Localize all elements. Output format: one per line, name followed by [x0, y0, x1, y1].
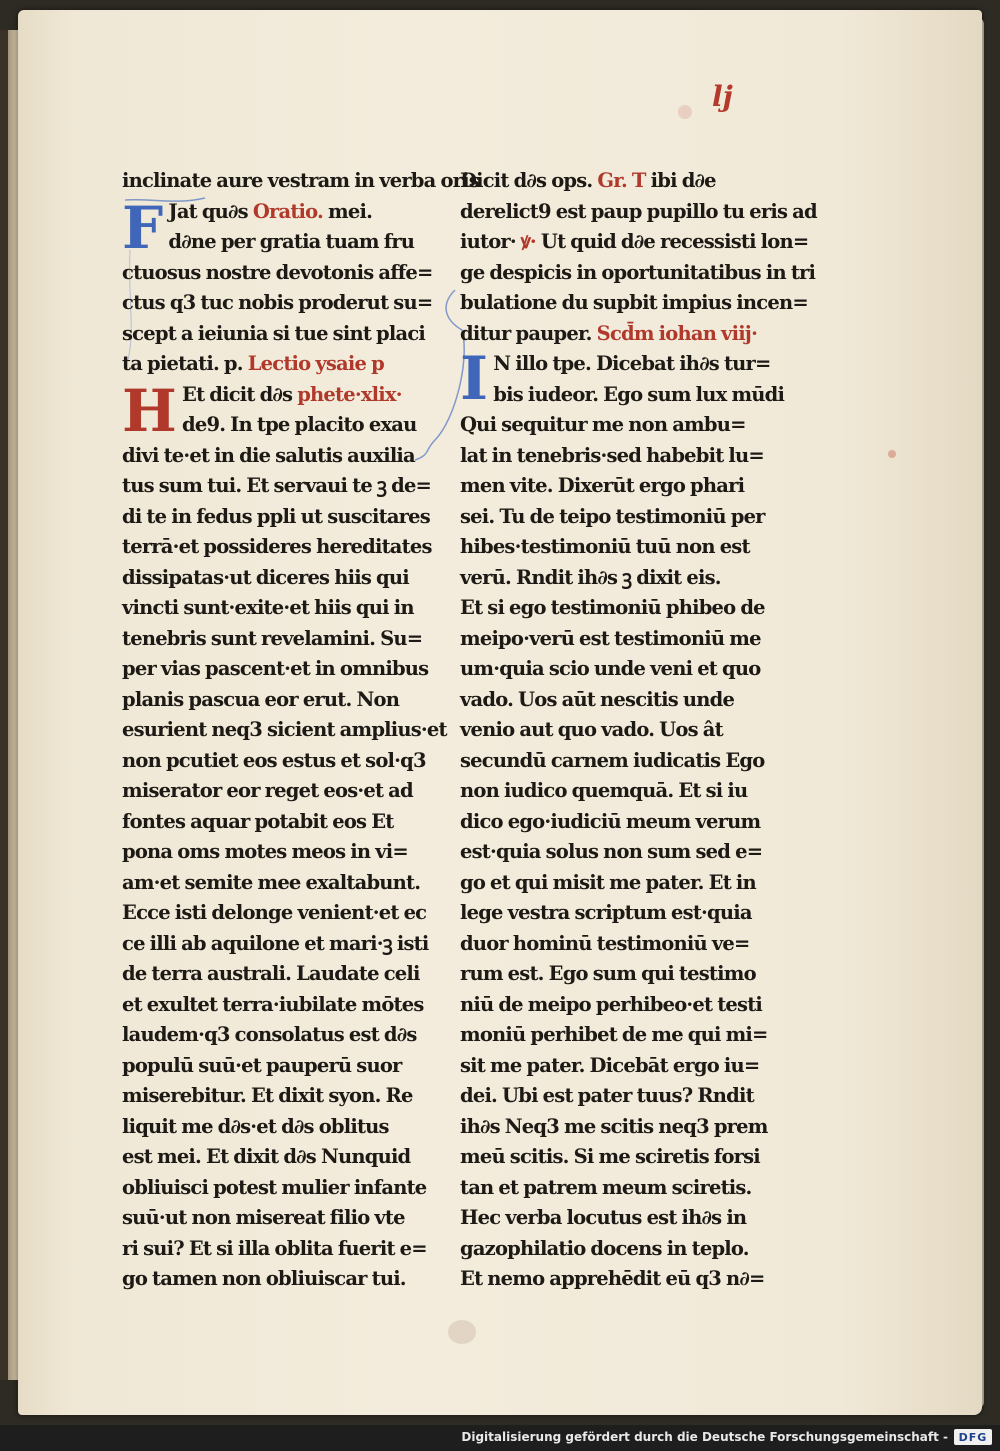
- right-text-column: [460, 166, 817, 1295]
- line-text: meū scitis. Si me sciretis forsi: [460, 1145, 760, 1168]
- line-text: non iudico quemquā. Et si iu: [460, 779, 748, 802]
- line-text: fontes aquar potabit eos Et: [122, 809, 394, 833]
- line-text: planis pascua eor erut. Non: [122, 687, 400, 711]
- line-text: um·quia scio unde veni et quo: [460, 657, 761, 680]
- text-line: [460, 959, 762, 990]
- line-text: obliuisci potest mulier infante: [122, 1175, 427, 1199]
- text-line: [122, 1020, 434, 1051]
- rubric-text: Lectio ysaie p: [247, 352, 384, 375]
- left-text-column: [122, 166, 479, 1295]
- text-line: [122, 898, 434, 929]
- line-text: moniū perhibet de me qui mi=: [460, 1023, 768, 1046]
- line-text: ditur pauper.: [460, 321, 592, 345]
- text-line: [122, 776, 434, 807]
- text-line: [460, 502, 765, 533]
- line-text: ih∂s Neq3 me scitis neq3 prem: [460, 1114, 768, 1138]
- text-line: [460, 868, 762, 899]
- line-text: divi te·et in die salutis auxilia: [122, 443, 415, 467]
- text-line: [122, 563, 434, 594]
- line-text: populū suū·et pauperū suor: [122, 1053, 402, 1077]
- line-text: derelict9 est paup pupillo tu eris ad: [460, 199, 817, 223]
- line-text: Dicit d∂s ops.: [460, 169, 593, 192]
- text-line: [460, 624, 762, 655]
- line-text: sit me pater. Dicebāt ergo iu=: [460, 1053, 760, 1077]
- text-line: [460, 654, 762, 685]
- line-text: verū. Rndit ih∂s ꝫ dixit eis.: [460, 565, 721, 589]
- text-line: [460, 380, 785, 411]
- text-line: [460, 898, 762, 929]
- line-text: Hec verba locutus est ih∂s in: [460, 1206, 747, 1229]
- line-text: terrā·et possideres hereditates: [122, 535, 432, 558]
- line-text: esurient neq3 sicient amplius·et: [122, 718, 447, 741]
- line-text: secundū carnem iudicatis Ego: [460, 748, 765, 772]
- text-line: [460, 1051, 762, 1082]
- text-line: [122, 1173, 434, 1204]
- line-text: hibes·testimoniū tuū non est: [460, 535, 750, 558]
- line-text: tenebris sunt revelamini. Su=: [122, 626, 423, 650]
- text-line: [460, 1234, 762, 1265]
- text-line: [460, 166, 762, 197]
- line-text: dei. Ubi est pater tuus? Rndit: [460, 1084, 754, 1107]
- line-text-continued: ibi d∂e: [650, 169, 716, 192]
- line-text: am·et semite mee exaltabunt.: [122, 870, 421, 894]
- line-text: tus sum tui. Et servaui te ꝫ de=: [122, 474, 432, 497]
- rubric-text: phete·xlix·: [297, 382, 402, 406]
- line-text: lat in tenebris·sed habebit lu=: [460, 443, 764, 467]
- line-text: vado. Uos aūt nescitis unde: [460, 687, 735, 711]
- text-line: [460, 929, 762, 960]
- line-text: inclinate aure vestram in verba oris: [122, 169, 479, 192]
- line-text: miserebitur. Et dixit syon. Re: [122, 1084, 413, 1107]
- text-line: [460, 685, 762, 716]
- line-text: N illo tpe. Dicebat ih∂s tur=: [493, 352, 771, 375]
- line-text: go et qui misit me pater. Et in: [460, 870, 756, 894]
- text-line: [122, 227, 434, 258]
- text-line: [122, 1081, 434, 1112]
- decorated-initial: F: [122, 193, 163, 262]
- line-text: niū de meipo perhibeo·et testi: [460, 992, 763, 1016]
- line-text: laudem·q3 consolatus est d∂s: [122, 1023, 417, 1046]
- line-text: di te in fedus ppli ut suscitares: [122, 504, 430, 528]
- decorated-initial: I: [460, 344, 488, 414]
- text-line: [122, 532, 434, 563]
- line-text: sei. Tu de teipo testimoniū per: [460, 504, 765, 528]
- rubric-text: ꝟ·: [520, 230, 536, 253]
- text-line: [460, 715, 762, 746]
- line-text: de9. In tpe placito exau: [182, 413, 417, 436]
- line-text: Jat qu∂s: [168, 199, 248, 223]
- text-line: [460, 1142, 762, 1173]
- line-text: gazophilatio docens in teplo.: [460, 1236, 749, 1260]
- rubric-text: Scd̄m iohan viij·: [596, 321, 758, 345]
- line-text: bis iudeor. Ego sum lux mūdi: [493, 382, 785, 406]
- text-line: [122, 746, 434, 777]
- line-text-continued: Ut quid d∂e recessisti lon=: [540, 230, 809, 253]
- line-text: venio aut quo vado. Uos ât: [460, 718, 723, 741]
- rubric-text: Oratio.: [252, 199, 324, 223]
- line-text: scept a ieiunia si tue sint placi: [122, 321, 425, 345]
- line-text: vincti sunt·exite·et hiis qui in: [122, 596, 414, 619]
- text-line: [460, 593, 765, 624]
- text-line: [122, 258, 434, 289]
- text-line: [122, 868, 434, 899]
- line-text: et exultet terra·iubilate mōtes: [122, 992, 424, 1016]
- text-line: [122, 502, 434, 533]
- text-line: [460, 319, 762, 350]
- text-line: [122, 593, 434, 624]
- text-line: [122, 654, 434, 685]
- text-line: [460, 471, 762, 502]
- text-line: [460, 1020, 768, 1051]
- text-line: [122, 319, 434, 350]
- text-line: [460, 441, 762, 472]
- text-line: [122, 1142, 434, 1173]
- line-text: ce illi ab aquilone et mari·ꝫ isti: [122, 931, 429, 955]
- line-text: de terra australi. Laudate celi: [122, 962, 420, 985]
- line-text: pona oms motes meos in vi=: [122, 840, 408, 863]
- text-line: [460, 227, 809, 258]
- text-line: [122, 990, 434, 1021]
- text-line: [460, 410, 762, 441]
- text-line: [460, 1112, 768, 1143]
- line-text: Ecce isti delonge venient·et ec: [122, 901, 427, 924]
- line-text: Et dicit d∂s: [182, 382, 293, 406]
- line-text: non pcutiet eos estus et sol·q3: [122, 748, 426, 772]
- line-text: lege vestra scriptum est·quia: [460, 901, 752, 924]
- line-text: ctus q3 tuc nobis proderut su=: [122, 291, 433, 314]
- text-line: [122, 441, 434, 472]
- text-line: [460, 288, 808, 319]
- folio-number: lj: [712, 80, 733, 113]
- line-text: suū·ut non misereat filio vte: [122, 1206, 405, 1229]
- text-line: [460, 1203, 762, 1234]
- text-line: [460, 258, 816, 289]
- line-text: miserator eor reget eos·et ad: [122, 779, 413, 802]
- text-line: [460, 197, 817, 228]
- line-text: dissipatas·ut diceres hiis qui: [122, 565, 409, 589]
- text-line: [122, 624, 434, 655]
- text-line: [122, 807, 434, 838]
- decorated-initial: H: [122, 376, 176, 445]
- line-text: bulatione du supbit impius incen=: [460, 291, 808, 314]
- text-line: [460, 1081, 762, 1112]
- line-text: per vias pascent·et in omnibus: [122, 657, 429, 680]
- text-line: [122, 1234, 434, 1265]
- text-line: [460, 990, 762, 1021]
- line-text: Qui sequitur me non ambu=: [460, 413, 746, 436]
- text-line: [122, 349, 434, 380]
- text-line: [122, 1112, 434, 1143]
- line-text: d∂ne per gratia tuam fru: [168, 230, 415, 253]
- text-line: [460, 837, 762, 868]
- text-line: [122, 288, 434, 319]
- line-text: Et si ego testimoniū phibeo de: [460, 596, 765, 619]
- rubric-text: Gr. T: [597, 169, 646, 192]
- text-line: [460, 563, 762, 594]
- text-line: [122, 685, 434, 716]
- funding-credit: Digitalisierung gefördert durch die Deutsche Forschungsgemeinschaft -: [461, 1430, 948, 1444]
- text-line: [460, 532, 762, 563]
- line-text: meipo·verū est testimoniū me: [460, 626, 761, 650]
- line-text: ge despicis in oportunitatibus in tri: [460, 260, 816, 284]
- text-line: [122, 959, 434, 990]
- line-text: est·quia solus non sum sed e=: [460, 840, 763, 863]
- text-line: [460, 807, 762, 838]
- text-line: [460, 776, 762, 807]
- line-text: Et nemo apprehēdit eū q3 n∂=: [460, 1267, 765, 1290]
- line-text: iutor·: [460, 230, 516, 253]
- dfg-logo: DFG: [954, 1429, 992, 1445]
- text-line: [460, 746, 765, 777]
- line-text: liquit me d∂s·et d∂s oblitus: [122, 1114, 389, 1138]
- line-text: ctuosus nostre devotonis affe=: [122, 260, 433, 284]
- line-text: ri sui? Et si illa oblita fuerit e=: [122, 1236, 427, 1260]
- text-line: [460, 1264, 765, 1295]
- line-text: dico ego·iudiciū meum verum: [460, 809, 761, 833]
- text-line: [122, 471, 434, 502]
- text-line: [122, 1203, 434, 1234]
- line-text-continued: mei.: [328, 199, 373, 223]
- text-line: [122, 166, 479, 197]
- line-text: duor hominū testimoniū ve=: [460, 931, 750, 955]
- text-line: [122, 715, 447, 746]
- text-line: [122, 1051, 434, 1082]
- text-line: [122, 929, 434, 960]
- line-text: men vite. Dixerūt ergo phari: [460, 474, 745, 497]
- line-text: rum est. Ego sum qui testimo: [460, 962, 756, 985]
- text-line: [122, 837, 434, 868]
- line-text: go tamen non obliuiscar tui.: [122, 1267, 406, 1290]
- text-line: [460, 1173, 762, 1204]
- line-text: tan et patrem meum sciretis.: [460, 1175, 752, 1199]
- line-text: ta pietati. p.: [122, 352, 243, 375]
- line-text: est mei. Et dixit d∂s Nunquid: [122, 1145, 411, 1168]
- text-line: [122, 1264, 434, 1295]
